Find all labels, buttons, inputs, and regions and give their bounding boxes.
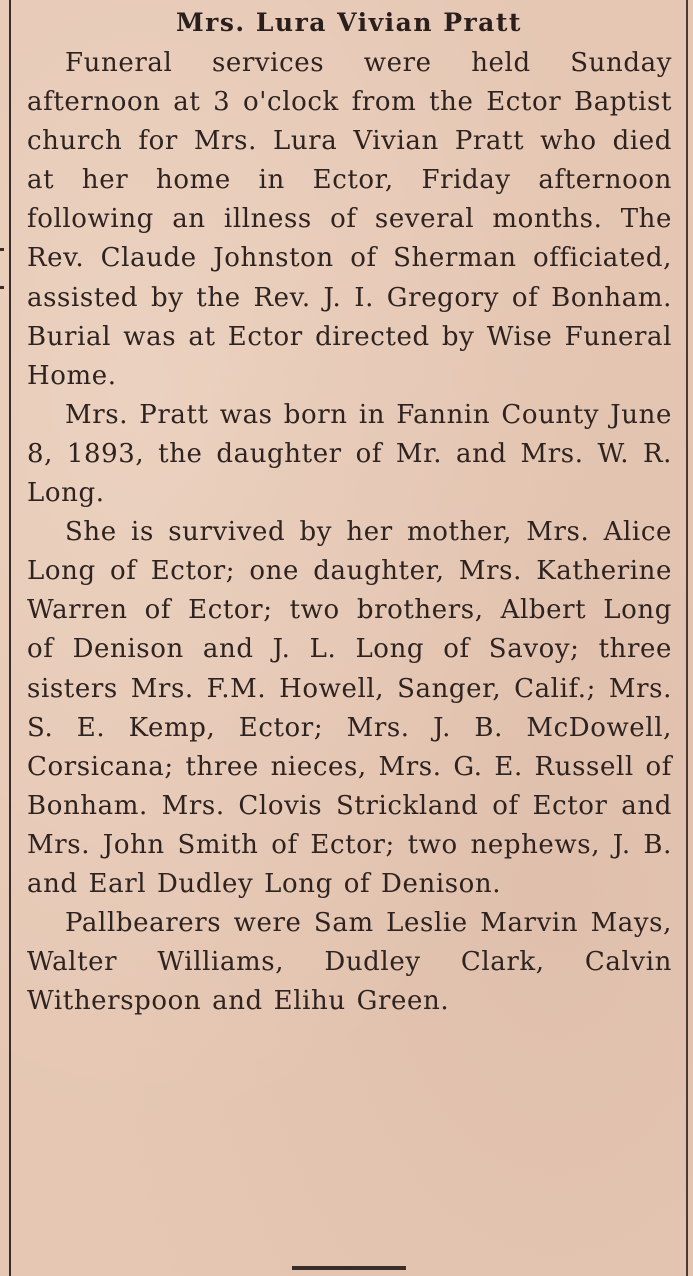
left-column-rule: [9, 0, 11, 1276]
edge-mark: [0, 286, 4, 289]
obituary-headline: Mrs. Lura Vivian Pratt: [176, 8, 522, 37]
right-column-rule: [686, 0, 688, 1276]
paragraph-pallbearers: Pallbearers were Sam Leslie Marvin Mays, Walter Williams, Dudley Clark, Calvin Witherspoon and Elihu Green.: [27, 908, 672, 1017]
obituary-body: [27, 44, 672, 1021]
paragraph-birth: Mrs. Pratt was born in Fannin County June 8, 1893, the daughter of Mr. and Mrs. W. R. Long.: [27, 399, 672, 509]
paragraph-funeral-services: Funeral services were held Sunday afternoon at 3 o'clock from the Ector Baptist church for Mrs. Lura Vivian Pratt who died at her home in Ector, Friday afternoon following an illness of several months. The Rev. Claude Johnston of Sherman officiated, assisted by the Rev. J. I. Gregory of Bonham. Burial was at Ector directed by Wise Funeral Home.: [27, 48, 672, 391]
paragraph-survivors: She is survived by her mother, Mrs. Alice Long of Ector; one daughter, Mrs. Katherine Warren of Ector; two brothers, Albert Long of Denison and J. L. Long of Savoy; three sisters Mrs. F.M. Howell, Sanger, Calif.; Mrs. S. E. Kemp, Ector; Mrs. J. B. McDowell, Corsicana; three nieces, Mrs. G. E. Russell of Bonham. Mrs. Clovis Strickland of Ector and Mrs. John Smith of Ector; two nephews, J. B. and Earl Dudley Long of Denison.: [27, 517, 672, 899]
end-of-article-rule: [292, 1266, 406, 1270]
edge-mark: [0, 248, 4, 251]
